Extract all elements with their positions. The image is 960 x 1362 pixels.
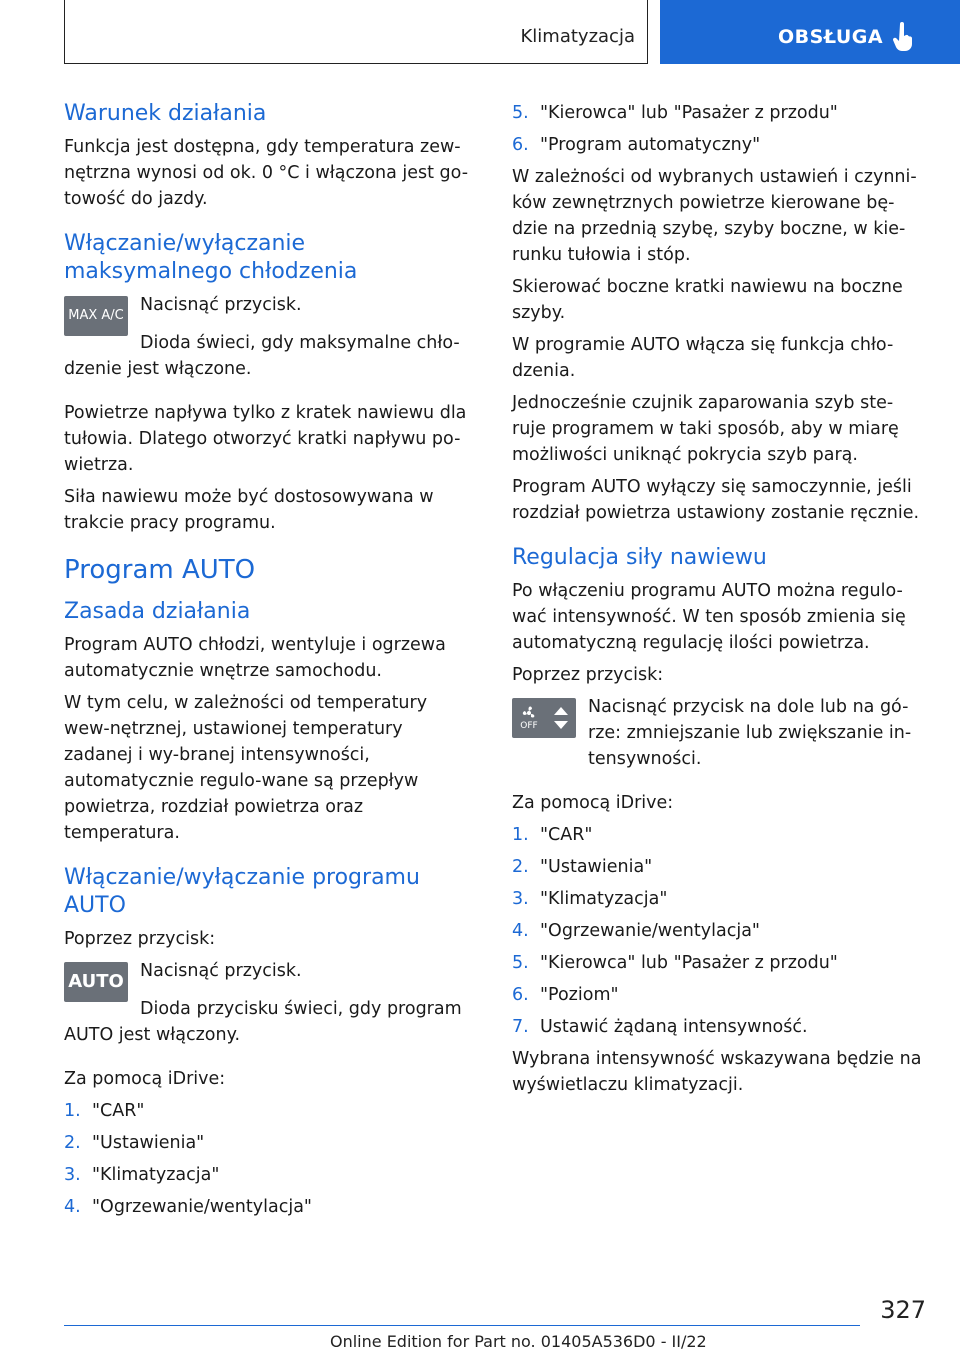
list-item: 4. "Ogrzewanie/wentylacja": [512, 921, 760, 941]
list-item: 7. Ustawić żądaną intensywność.: [512, 1017, 808, 1037]
paragraph: Poprzez przycisk:: [64, 929, 216, 949]
list-item: 6. "Program automatyczny": [512, 135, 761, 155]
section-label: OBSŁUGA: [778, 26, 884, 48]
paragraph: Za pomocą iDrive:: [64, 1069, 226, 1089]
header-frame: [64, 0, 648, 64]
list-item: 1. "CAR": [64, 1101, 145, 1121]
paragraph: W zależności od wybranych ustawień i czynni-ków zewnętrznych powietrze kierowane bę-dzie na przednią szybę, szyby boczne, w kie-runku tułowia i stóp.: [512, 167, 917, 265]
list-item: 3. "Klimatyzacja": [64, 1165, 220, 1185]
page-number: 327: [880, 1296, 926, 1324]
left-column: [64, 100, 476, 1226]
list-item: 3. "Klimatyzacja": [512, 889, 668, 909]
paragraph: Powietrze napływa tylko z kratek nawiewu dla tułowia. Dlatego otworzyć kratki napływu po-wietrza.: [64, 403, 467, 475]
paragraph: W programie AUTO włącza się funkcja chło-dzenia.: [512, 335, 894, 381]
max-ac-button-icon: MAX A/C: [64, 296, 128, 336]
list-item: 1. "CAR": [512, 825, 593, 845]
footer-divider: [64, 1325, 860, 1326]
paragraph: Nacisnąć przycisk na dole lub na gó-rze: zmniejszanie lub zwiększanie in-tensywności.: [588, 697, 912, 769]
paragraph: Program AUTO wyłączy się samoczynnie, jeśli rozdział powietrza ustawiony zostanie ręcznie.: [512, 477, 920, 523]
pointing-hand-icon: [892, 22, 914, 52]
idrive-steps-continued: [512, 100, 924, 158]
paragraph: Nacisnąć przycisk.: [140, 961, 302, 981]
paragraph: Program AUTO chłodzi, wentyluje i ogrzewa automatycznie wnętrze samochodu.: [64, 635, 446, 681]
paragraph: Po włączeniu programu AUTO można regulo-wać intensywność. W ten sposób zmienia się automatyczną regulację ilości powietrza.: [512, 581, 906, 653]
paragraph: Wybrana intensywność wskazywana będzie na wyświetlaczu klimatyzacji.: [512, 1049, 922, 1095]
idrive-steps-right: [512, 822, 924, 1040]
triangle-up-icon: [554, 707, 568, 715]
right-column: [512, 100, 924, 1104]
heading-program-auto: Program AUTO: [64, 555, 256, 585]
fan-off-label: OFF: [520, 721, 538, 731]
paragraph: Nacisnąć przycisk.: [140, 295, 302, 315]
heading-auto-toggle: Włączanie/wyłączanie programu AUTO: [64, 865, 420, 918]
paragraph: Funkcja jest dostępna, gdy temperatura zew-nętrzna wynosi od ok. 0 °C i włączona jest go-towość do jazdy.: [64, 137, 469, 209]
list-item: 2. "Ustawienia": [64, 1133, 205, 1153]
auto-button-icon: AUTO: [64, 962, 128, 1002]
list-item: 5. "Kierowca" lub "Pasażer z przodu": [512, 103, 838, 123]
triangle-down-icon: [554, 721, 568, 729]
paragraph: Skierować boczne kratki nawiewu na boczne szyby.: [512, 277, 903, 323]
fan-speed-button-icon: [512, 698, 576, 738]
edition-note: Online Edition for Part no. 01405A536D0 - II/22: [330, 1332, 707, 1351]
fan-icon: [520, 705, 538, 721]
paragraph: Dioda świeci, gdy maksymalne chło-dzenie jest włączone.: [64, 333, 460, 379]
heading-max-cooling: Włączanie/wyłączanie maksymalnego chłodzenia: [64, 231, 358, 284]
list-item: 2. "Ustawienia": [512, 857, 653, 877]
section-tab: [660, 0, 960, 64]
chapter-title: Klimatyzacja: [520, 26, 635, 47]
heading-warunek: Warunek działania: [64, 101, 267, 126]
heading-fan-speed: Regulacja siły nawiewu: [512, 545, 767, 570]
fan-instruction: [512, 694, 924, 778]
list-item: 4. "Ogrzewanie/wentylacja": [64, 1197, 312, 1217]
paragraph: Za pomocą iDrive:: [512, 793, 674, 813]
paragraph: Poprzez przycisk:: [512, 665, 664, 685]
idrive-steps-left: [64, 1098, 476, 1220]
paragraph: W tym celu, w zależności od temperatury wew-nętrznej, ustawionej temperatury zadanej i wy-branej intensywności, automatycznie regulo-wane są przepływ powietrza, rozdział powietrza oraz temperatura.: [64, 693, 428, 843]
list-item: 5. "Kierowca" lub "Pasażer z przodu": [512, 953, 838, 973]
paragraph: Dioda przycisku świeci, gdy program AUTO jest włączony.: [64, 999, 462, 1045]
paragraph: Jednocześnie czujnik zaparowania szyb ste-ruje programem w taki sposób, aby w miarę możliwości uniknąć pokrycia szyb parą.: [512, 393, 899, 465]
list-item: 6. "Poziom": [512, 985, 619, 1005]
heading-zasada: Zasada działania: [64, 599, 251, 624]
paragraph: Siła nawiewu może być dostosowywana w trakcie pracy programu.: [64, 487, 434, 533]
